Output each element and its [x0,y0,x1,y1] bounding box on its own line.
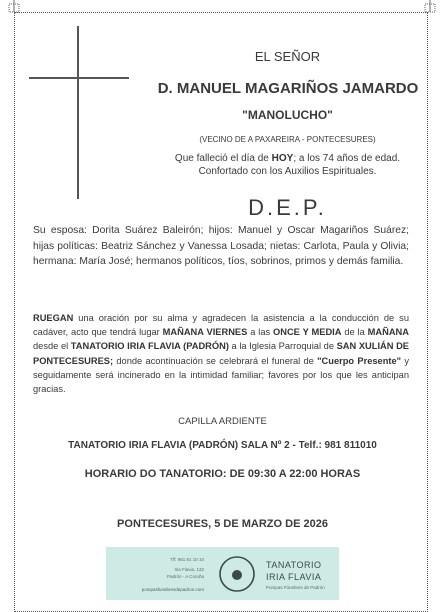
dep-heading: D.E.P. [248,195,327,220]
funeral-home-banner [106,547,339,600]
comfort-line: Confortado con los Auxilios Espirituales. [198,166,377,177]
banner-website: pompasfunebresdepadron.com [141,587,204,592]
chapel-label: CAPILLA ARDIENTE [178,416,267,427]
request-paragraph: RUEGAN una oración por su alma y agradecen la asistencia a la conducción de su cadáver, acto que tendrá lugar MAÑANA VIERNES a las ONCE Y MEDIA de la MAÑANA desde el TANATORIO IRIA FLAVIA (PADRÓN) a la Iglesia Parroquial de SAN XULIÁN DE PONTECESURES; donde acontinuación se celebrará el funeral de "Cuerpo Presente" y seguidamente será incinerado en la intimidad familiar; favores por los que les anticipan gracias. [33,313,409,395]
chapel-hours: HORARIO DO TANATORIO: DE 09:30 A 22:00 HORAS [84,468,361,480]
place-date: PONTECESURES, 5 DE MARZO DE 2026 [117,518,328,530]
chapel-location: TANATORIO IRIA FLAVIA (PADRÓN) SALA Nº 2 - Telf.: 981 811010 [68,440,377,451]
cross-icon [77,26,79,199]
death-notice: Que falleció el día de HOY; a los 74 años de edad. Confortado con los Auxilios Espirituales. [174,153,401,177]
banner-name-line1: TANATORIO [266,560,322,570]
banner-city: Padrón - A Coruña [166,574,204,579]
deceased-name: D. MANUEL MAGARIÑOS JAMARDO [157,80,419,97]
cross-icon-arm [29,77,129,79]
family-paragraph: Su esposa: Dorita Suárez Baleirón; hijos: Manuel y Oscar Magariños Suárez; hijas políticas: Beatriz Sánchez y Vanessa Losada; nietas: Carlota, Paula y Olivia; hermana: María José; hermanos políticos, tíos, sobrinos, primos y demás familia. [33,225,409,267]
title: EL SEÑOR [254,49,321,64]
banner-address: Iria Flavia, 132 [174,567,204,572]
banner-phone: Tlf: 981 81 10 10 [170,557,204,562]
banner-subtitle: Pompas Fúnebres de Padrón [266,585,325,590]
nickname: "MANOLUCHO" [242,108,333,122]
residence: (VECINO DE A PAXAREIRA - PONTECESURES) [199,135,376,144]
banner-name-line2: IRIA FLAVIA [266,572,322,582]
funeral-home-logo-icon [218,555,256,593]
